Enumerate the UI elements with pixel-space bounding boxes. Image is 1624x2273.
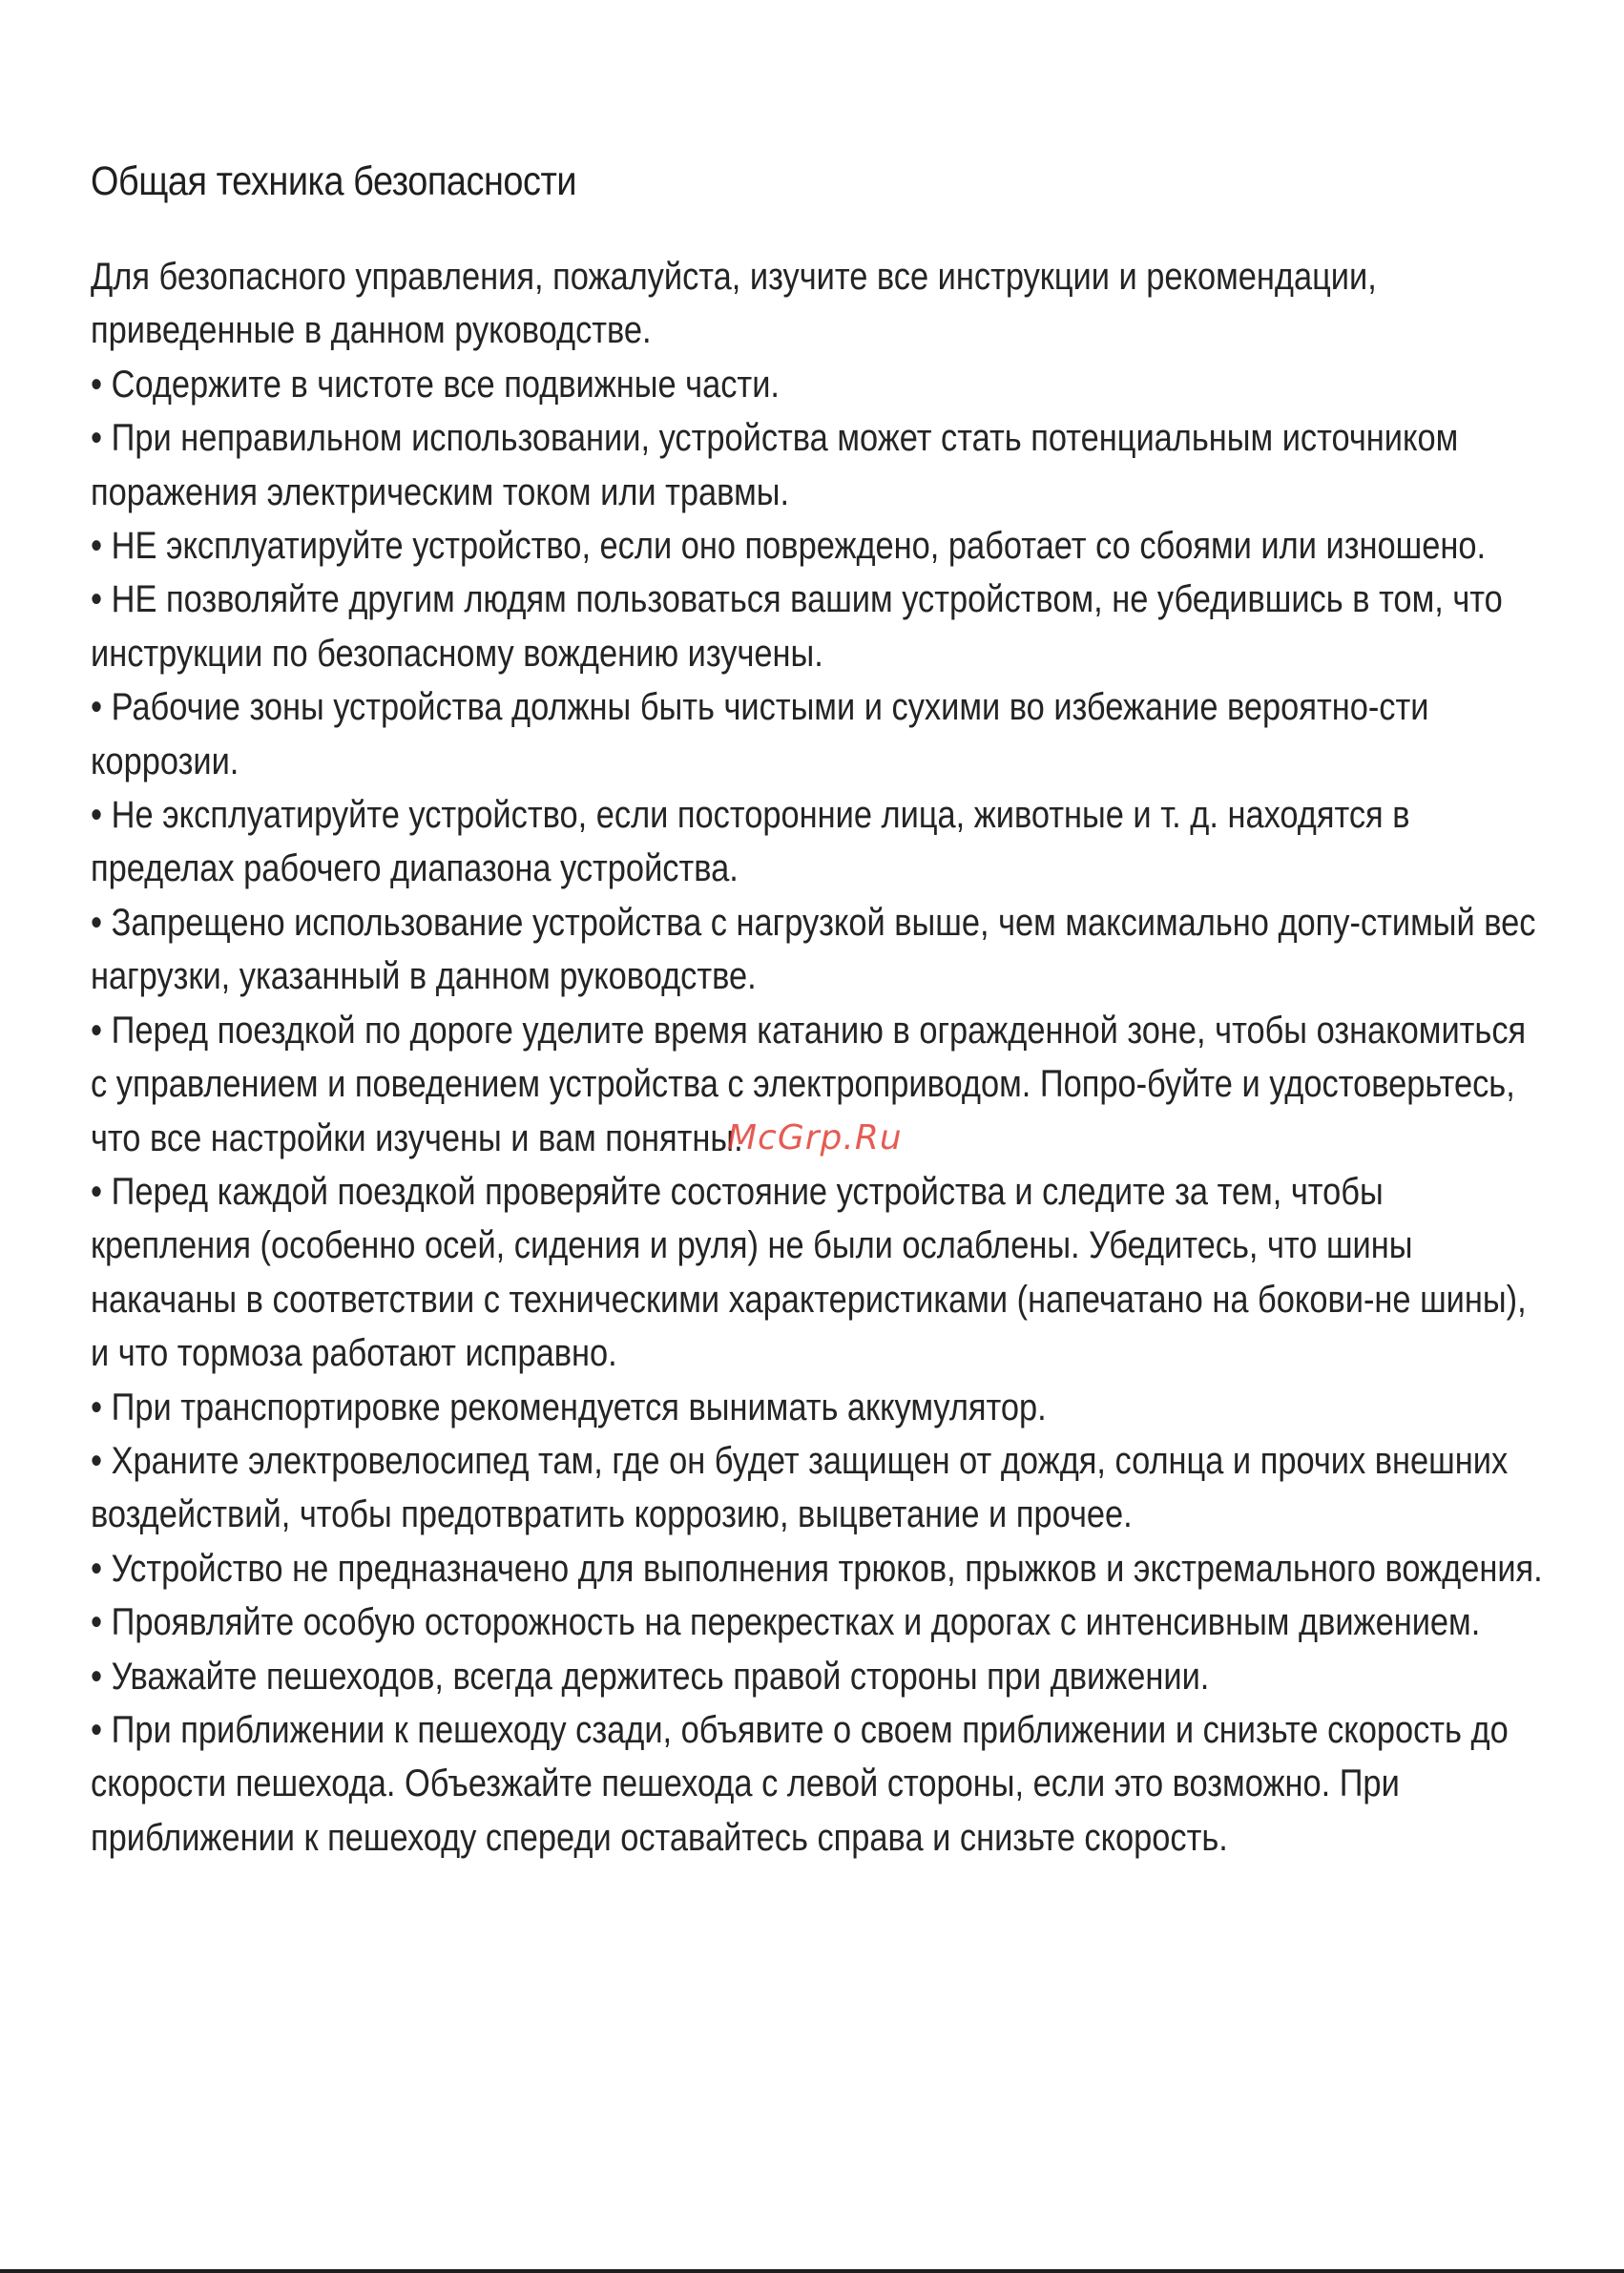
bullet-item: • Перед поездкой по дороге уделите время катанию в огражденной зоне, чтобы ознакомиться с управлением и поведением устройства с электроприводом. Попро-буйте и удостоверьтесь, что все настройки изучены и вам понятны.: [91, 1009, 1527, 1159]
bullet-item: • Перед каждой поездкой проверяйте состояние устройства и следите за тем, чтобы крепления (особенно осей, сидения и руля) не были ослаблены. Убедитесь, что шины накачаны в соответствии с техническими характеристиками (напечатано на бокови-не шины), и что тормоза работают исправно.: [91, 1170, 1527, 1375]
bullet-item: • Содержите в чистоте все подвижные части.: [91, 363, 780, 406]
bullet-item: • Храните электровелосипед там, где он будет защищен от дождя, солнца и прочих внешних воздействий, чтобы предотвратить коррозию, выцветание и прочее.: [91, 1439, 1509, 1536]
document-page: [91, 153, 1551, 1865]
document-text-block: [91, 250, 1551, 1865]
bullet-item: • Рабочие зоны устройства должны быть чистыми и сухими во избежание вероятно-сти коррозии.: [91, 686, 1429, 782]
bullet-item: • Уважайте пешеходов, всегда держитесь правой стороны при движении.: [91, 1655, 1210, 1698]
bullet-item: • При неправильном использовании, устройства может стать потенциальным источником поражения электрическим током или травмы.: [91, 417, 1459, 513]
bullet-item: • Проявляйте особую осторожность на перекрестках и дорогах с интенсивным движением.: [91, 1601, 1481, 1644]
bullet-item: • Устройство не предназначено для выполнения трюков, прыжков и экстремального вождения.: [91, 1547, 1543, 1590]
intro-paragraph: Для безопасного управления, пожалуйста, изучите все инструкции и рекомендации, приведенные в данном руководстве.: [91, 256, 1377, 352]
bullet-item: • НЕ позволяйте другим людям пользоваться вашим устройством, не убедившись в том, что инструкции по безопасному вождению изучены.: [91, 578, 1503, 675]
document-body: [91, 250, 1551, 1865]
page-title: Общая техника безопасности: [91, 158, 577, 204]
bullet-item: • Не эксплуатируйте устройство, если посторонние лица, животные и т. д. находятся в пределах рабочего диапазона устройства.: [91, 794, 1410, 890]
bullet-item: • НЕ эксплуатируйте устройство, если оно повреждено, работает со сбоями или изношено.: [91, 525, 1487, 568]
watermark-text: McGrp.Ru: [727, 1118, 903, 1157]
bullet-item: • Запрещено использование устройства с нагрузкой выше, чем максимально допу-стимый вес нагрузки, указанный в данном руководстве.: [91, 901, 1536, 998]
page-bottom-border: [0, 2269, 1624, 2273]
bullet-item: • При транспортировке рекомендуется вынимать аккумулятор.: [91, 1386, 1047, 1428]
bullet-item: • При приближении к пешеходу сзади, объявите о своем приближении и снизьте скорость до скорости пешехода. Объезжайте пешехода с левой стороны, если это возможно. При приближении к пешеходу спереди оставайтесь справа и снизьте скорость.: [91, 1708, 1509, 1859]
